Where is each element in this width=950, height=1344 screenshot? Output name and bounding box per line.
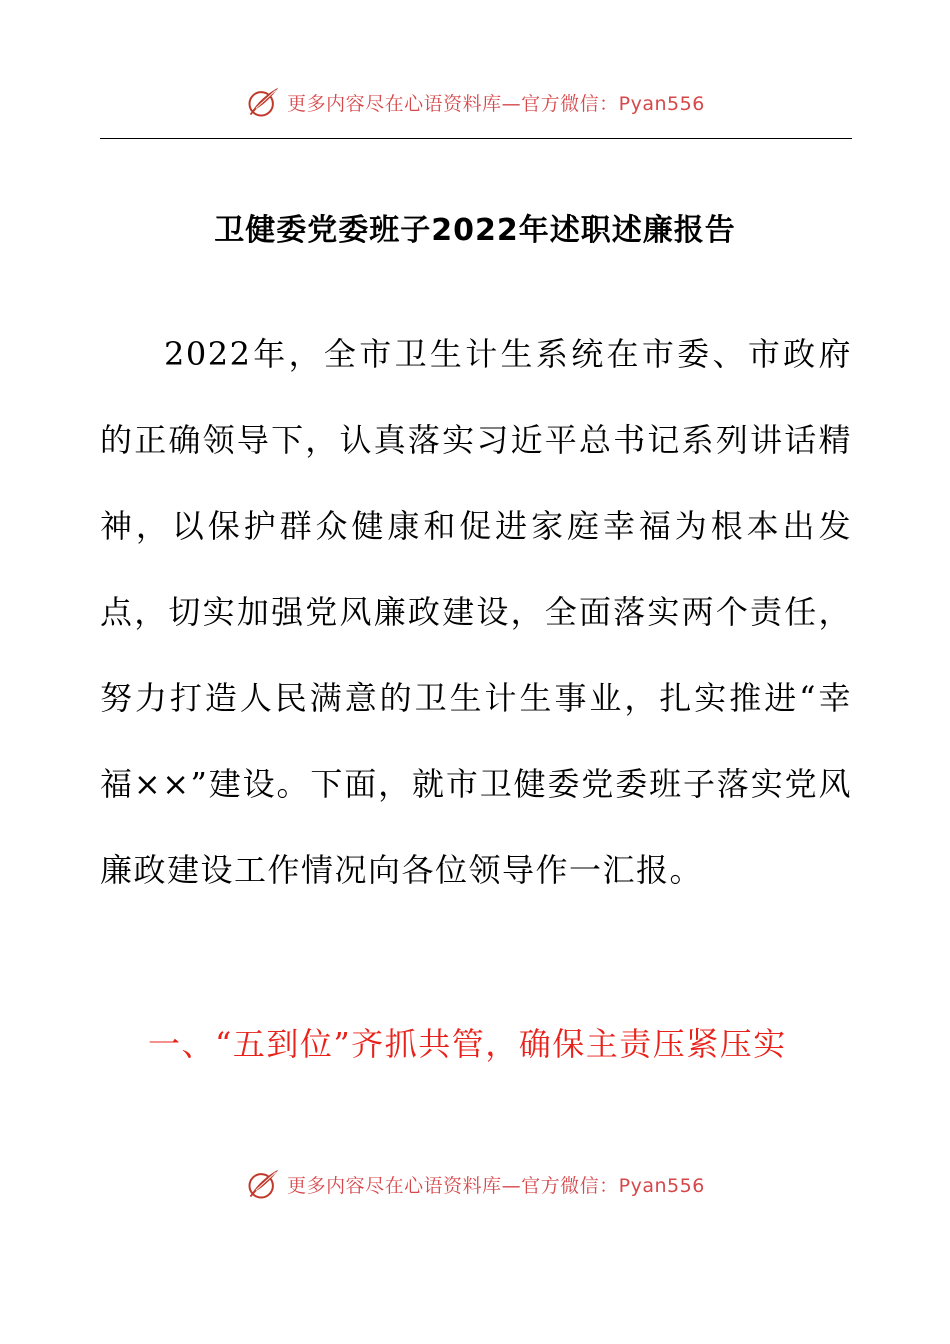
header-divider xyxy=(100,138,852,139)
document-title: 卫健委党委班子2022年述职述廉报告 xyxy=(214,213,736,248)
section-heading-1: 一、“五到位”齐抓共管，确保主责压紧压实 xyxy=(148,1025,787,1063)
watermark-text: 更多内容尽在心语资料库—官方微信：Pyan556 xyxy=(287,92,705,115)
footer-watermark xyxy=(0,1164,950,1204)
quill-logo-icon xyxy=(245,1166,281,1202)
quill-logo-icon xyxy=(245,84,281,120)
header-watermark xyxy=(0,82,950,122)
watermark-text: 更多内容尽在心语资料库—官方微信：Pyan556 xyxy=(287,1174,705,1197)
intro-paragraph: 2022年，全市卫生计生系统在市委、市政府的正确领导下，认真落实习近平总书记系列讲话精神，以保护群众健康和促进家庭幸福为根本出发点，切实加强党风廉政建设，全面落实两个责任，努力打造人民满意的卫生计生事业，扎实推进“幸福××”建设。下面，就市卫健委党委班子落实党风廉政建设工作情况向各位领导作一汇报。 xyxy=(100,335,852,889)
